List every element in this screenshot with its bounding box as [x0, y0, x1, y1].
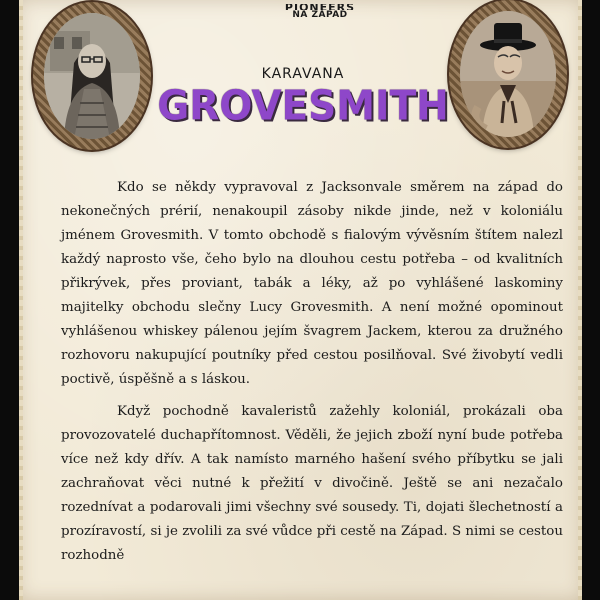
card-edge-right — [578, 0, 582, 600]
portrait-man-hat-icon — [460, 11, 556, 137]
character-card — [19, 0, 582, 600]
portrait-frame-left — [33, 2, 151, 150]
portrait-frame-right — [449, 0, 567, 148]
card-subtitle: KARAVANA — [261, 66, 345, 82]
top-banner — [244, 0, 396, 20]
banner-sub-text: NA ZÁPAD — [292, 10, 348, 20]
card-title: GROVESMITH — [157, 82, 449, 131]
story-paragraph-1: Kdo se někdy vypravoval z Jacksonvale směrem na západ do nekonečných prérií, nenakoupil zásoby nikde jinde, než v koloniálu jménem Grovesmith. V tomto obchodě s fialovým vývěsním štítem nalezl každý naprosto vše, čeho bylo na dlouhou cestu potřeba – od kvalitních přikrývek, přes proviant, tabák a léky, až po vyhlášené laskominy majitelky obchodu slečny Lucy Grovesmith. A není možné opominout vyhlášenou whiskey pálenou jejím švagrem Jackem, kterou za družného rozhovoru nakupující poutníky před cestou posilňoval. Své živobytí vedli poctivě, úspěšně a s láskou. — [61, 180, 563, 387]
story-paragraph-2: Když pochodně kavaleristů zažehly koloniál, prokázali oba provozovatelé duchapřítomnost. Věděli, že jejich zboží nyní bude potřeba více než kdy dřív. A tak namísto marného hašení svého příbytku se jali zachraňovat věci nutné k přežití v divočině. Ještě se ani nezačalo rozednívat a podarovali jimi všechny své sousedy. Ti, dojati šlechetností a prozíravostí, si je zvolili za své vůdce při cestě na Západ. S nimi se cestou rozhodně — [61, 404, 563, 563]
story-text — [61, 176, 563, 576]
title-block — [149, 60, 457, 130]
portrait-woman-icon — [44, 13, 140, 139]
card-edge-left — [19, 0, 23, 600]
